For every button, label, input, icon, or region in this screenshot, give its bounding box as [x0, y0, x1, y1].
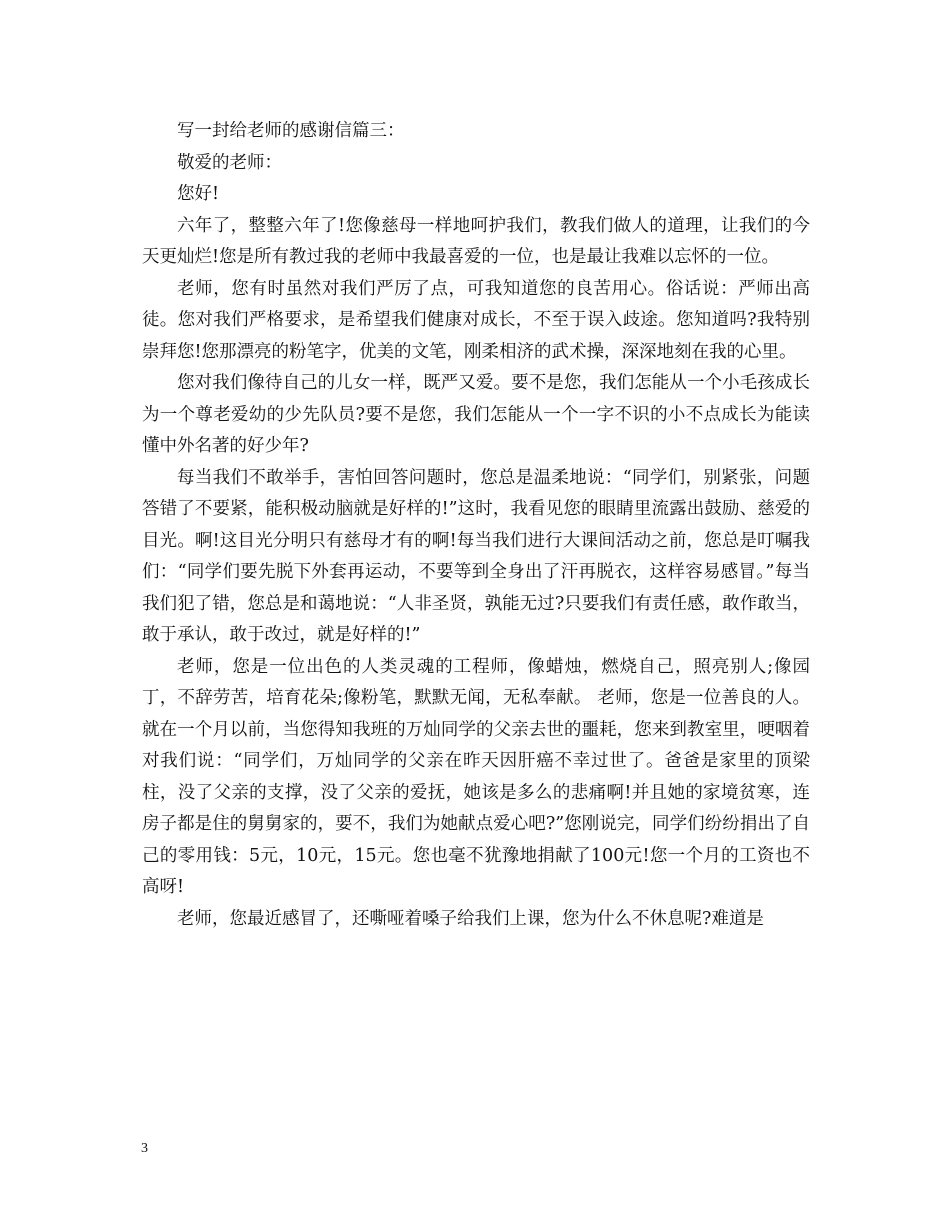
body-paragraph: 您对我们像待自己的儿女一样，既严又爱。要不是您，我们怎能从一个小毛孩成长为一个尊老爱幼的少先队员?要不是您，我们怎能从一个一字不识的小不点成长为能读懂中外名著的好少年?	[142, 373, 810, 456]
letter-salutation: 敬爱的老师：	[177, 152, 282, 173]
body-paragraph: 老师，您最近感冒了，还嘶哑着嗓子给我们上课，您为什么不休息呢?难道是	[177, 908, 764, 929]
body-paragraph: 六年了，整整六年了!您像慈母一样地呵护我们，教我们做人的道理，让我们的今天更灿烂!您是所有教过我的老师中我最喜爱的一位，也是最让我难以忘怀的一位。	[142, 215, 810, 267]
page-number: 3	[141, 1141, 148, 1156]
body-paragraph: 老师，您有时虽然对我们严厉了点，可我知道您的良苦用心。俗话说：严师出高徒。您对我们严格要求，是希望我们健康对成长，不至于误入歧途。您知道吗?我特别崇拜您!您那漂亮的粉笔字，优美的文笔，刚柔相济的武术操，深深地刻在我的心里。	[142, 278, 810, 362]
body-paragraph: 老师，您是一位出色的人类灵魂的工程师，像蜡烛，燃烧自己，照亮别人;像园丁，不辞劳苦，培育花朵;像粉笔，默默无闻，无私奉献。 老师，您是一位善良的人。就在一个月以前，当您得知我班的万灿同学的父亲去世的噩耗，您来到教室里，哽咽着对我们说：“同学们，万灿同学的父亲在昨天因肝癌不幸过世了。爸爸是家里的顶梁柱，没了父亲的支撑，没了父亲的爱抚，她该是多么的悲痛啊!并且她的家境贫寒，连房子都是住的舅舅家的，要不，我们为她献点爱心吧?”您刚说完，同学们纷纷捐出了自己的零用钱：5元，10元，15元。您也毫不犹豫地捐献了100元!您一个月的工资也不高呀!	[142, 656, 810, 897]
letter-heading: 写一封给老师的感谢信篇三：	[177, 121, 405, 141]
body-paragraph: 每当我们不敢举手，害怕回答问题时，您总是温柔地说：“同学们，别紧张，问题答错了不要紧，能积极动脑就是好样的!”这时，我看见您的眼睛里流露出鼓励、慈爱的目光。啊!这目光分明只有慈母才有的啊!每当我们进行大课间活动之前，您总是叮嘱我们：“同学们要先脱下外套再运动，不要等到全身出了汗再脱衣，这样容易感冒。”每当我们犯了错，您总是和蔼地说：“人非圣贤，孰能无过?只要我们有责任感，敢作敢当，敢于承认，敢于改过，就是好样的!”	[142, 467, 810, 645]
document-body	[142, 116, 810, 935]
letter-greeting: 您好!	[177, 184, 220, 204]
